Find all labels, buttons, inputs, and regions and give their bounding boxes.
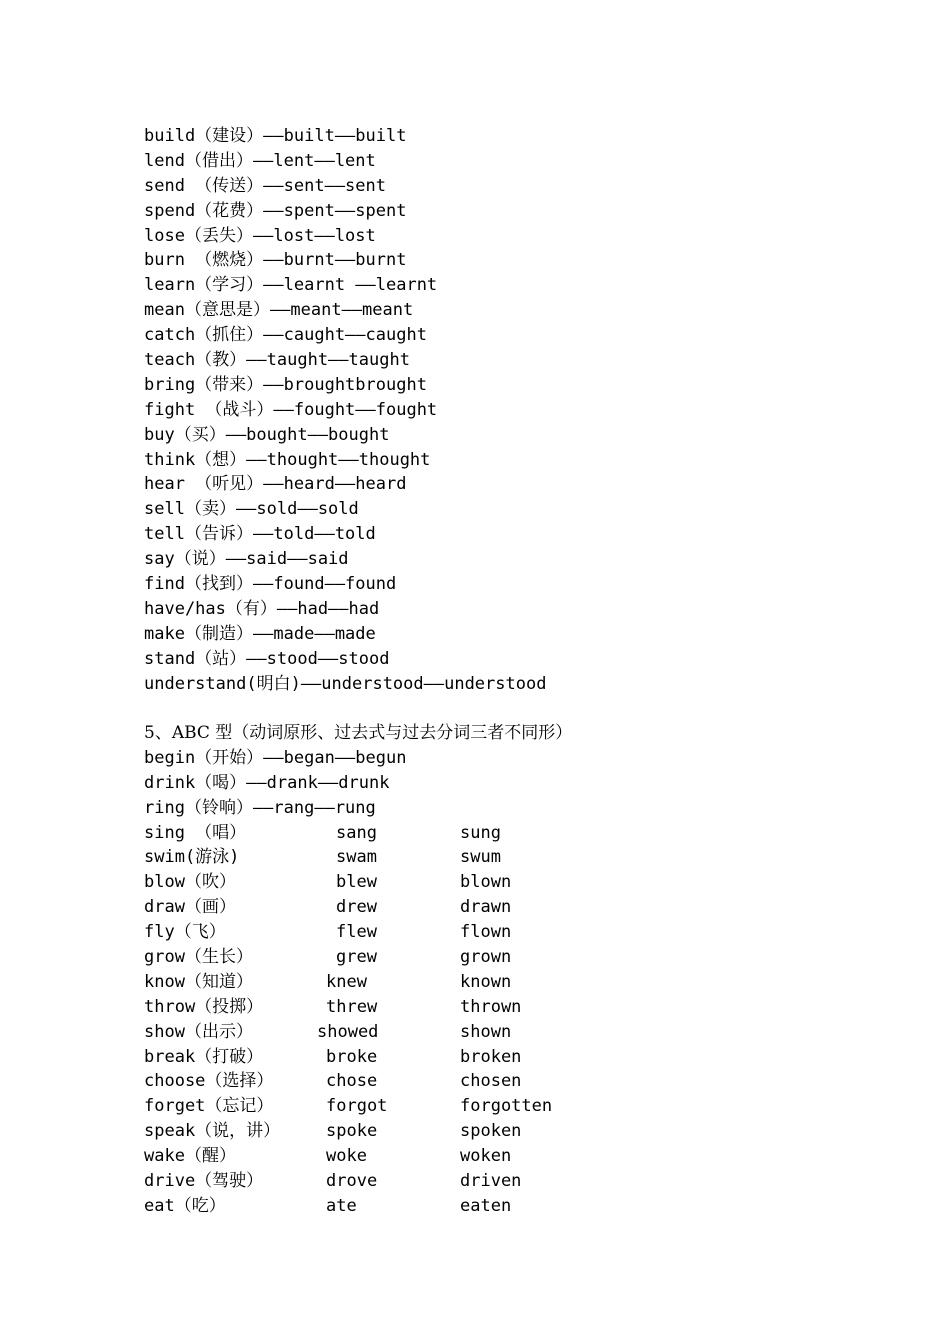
section-heading: 5、ABC 型（动词原形、过去式与过去分词三者不同形） [144,723,573,743]
verb-line: spend（花费）——spent——spent [144,200,407,221]
verb-line: sell（卖）——sold——sold [144,499,359,520]
past-participle-cell: flown [460,922,512,943]
past-form-cell: flew [336,922,377,943]
past-form-cell: drew [336,897,377,918]
past-participle-cell: driven [460,1171,522,1192]
past-participle-cell: spoken [460,1121,522,1142]
base-form-cell: show（出示） [144,1021,253,1042]
past-form-cell: chose [326,1071,378,1092]
past-form-cell: woke [326,1146,367,1167]
verb-line: stand（站）——stood——stood [144,648,390,669]
past-form-cell: ate [326,1195,357,1216]
verb-line: have/has（有）——had——had [144,598,380,619]
table-row [144,821,904,846]
verb-line: burn （燃烧）——burnt——burnt [144,250,407,271]
base-form-cell: grow（生长） [144,947,253,968]
past-form-cell: drove [326,1171,378,1192]
past-form-cell: swam [336,847,377,868]
table-row [144,1020,904,1045]
verb-line: drink（喝）——drank——drunk [144,772,390,793]
base-form-cell: swim(游泳) [144,847,240,868]
base-form-cell: sing （唱） [144,822,247,843]
verb-line: learn（学习）——learnt ——learnt [144,275,438,296]
table-row [144,1069,904,1094]
verb-line: send （传送）——sent——sent [144,175,386,196]
verb-line: tell（告诉）——told——told [144,524,376,545]
verb-line: teach（教）——taught——taught [144,350,410,371]
base-form-cell: blow（吹） [144,872,236,893]
past-participle-cell: eaten [460,1195,512,1216]
verb-table [144,821,904,1219]
table-row [144,895,904,920]
past-form-cell: threw [326,996,378,1017]
verb-line: make（制造）——made——made [144,623,376,644]
base-form-cell: speak（说，讲） [144,1121,281,1142]
verb-line: find（找到）——found——found [144,574,397,595]
table-row [144,1169,904,1194]
table-row [144,995,904,1020]
past-form-cell: spoke [326,1121,378,1142]
past-participle-cell: sung [460,822,501,843]
table-row [144,1094,904,1119]
table-row [144,970,904,995]
past-form-cell: broke [326,1046,378,1067]
base-form-cell: forget（忘记） [144,1096,274,1117]
verb-line: begin（开始）——began——begun [144,747,407,768]
past-participle-cell: shown [460,1021,512,1042]
verb-line: lend（借出）——lent——lent [144,150,376,171]
base-form-cell: choose（选择） [144,1071,274,1092]
verb-line: build（建设）——built——built [144,126,407,146]
base-form-cell: throw（投掷） [144,996,264,1017]
table-row [144,1119,904,1144]
past-form-cell: knew [326,971,367,992]
verb-list-abc [144,721,904,1219]
past-form-cell: forgot [326,1096,388,1117]
verb-line: think（想）——thought——thought [144,449,431,470]
verb-list-abb [144,124,904,696]
verb-line: catch（抓住）——caught——caught [144,325,427,346]
past-participle-cell: drawn [460,897,512,918]
base-form-cell: draw（画） [144,897,236,918]
past-participle-cell: known [460,971,512,992]
past-participle-cell: blown [460,872,512,893]
past-participle-cell: broken [460,1046,522,1067]
base-form-cell: fly（飞） [144,922,226,943]
past-form-cell: blew [336,872,377,893]
table-row [144,845,904,870]
past-participle-cell: woken [460,1146,512,1167]
past-participle-cell: thrown [460,996,522,1017]
table-row [144,1144,904,1169]
verb-line: bring（带来）——broughtbrought [144,374,427,395]
past-participle-cell: grown [460,947,512,968]
verb-line: fight （战斗）——fought——fought [144,399,438,420]
verb-line: buy（买）——bought——bought [144,424,390,445]
base-form-cell: eat（吃） [144,1195,226,1216]
past-form-cell: grew [336,947,377,968]
verb-line: say（说）——said——said [144,549,349,570]
verb-line: ring（铃响）——rang——rung [144,797,376,818]
past-participle-cell: chosen [460,1071,522,1092]
verb-line: mean（意思是）——meant——meant [144,300,414,321]
base-form-cell: know（知道） [144,971,253,992]
base-form-cell: drive（驾驶） [144,1171,264,1192]
base-form-cell: break（打破） [144,1046,264,1067]
table-row [144,1045,904,1070]
table-row [144,870,904,895]
past-participle-cell: swum [460,847,501,868]
past-form-cell: showed [317,1021,379,1042]
base-form-cell: wake（醒） [144,1146,236,1167]
past-participle-cell: forgotten [460,1096,553,1117]
table-row [144,920,904,945]
verb-line: hear （听见）——heard——heard [144,474,407,495]
verb-line: understand(明白)——understood——understood [144,673,547,694]
table-row [144,1194,904,1219]
table-row [144,945,904,970]
past-form-cell: sang [336,822,377,843]
verb-line: lose（丢失）——lost——lost [144,225,376,246]
